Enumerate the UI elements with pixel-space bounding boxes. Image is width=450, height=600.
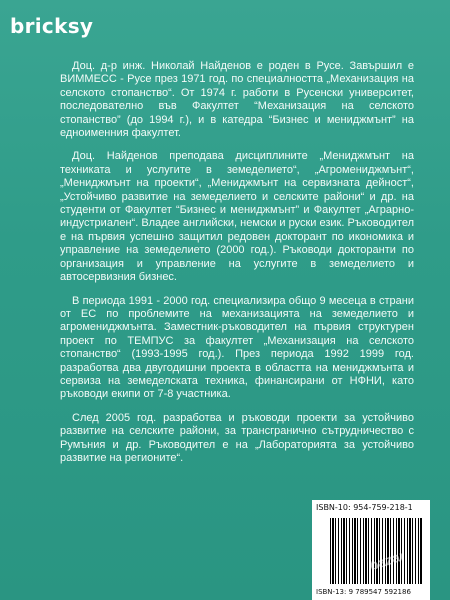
bio-paragraph-3: В периода 1991 - 2000 год. специализира общо 9 месеца в страни от ЕС по проблемите на механизацията на земеделието и агромениджмънта. Заместник-ръководител на първия структурен проект по ТЕМПУС за факултет „Механизация на селското стопанство“ (1993-1995 год.). През периода 1992 1999 год. разработва два двугодишни проекта в областта на мениджмънта и сервиза на земеделската техника, финансирани от НФНИ, като ръководи екипи от 7-8 участника. [60,294,414,401]
bricksy-logo[interactable]: bricksy [10,14,94,38]
bio-paragraph-4: След 2005 год. разработва и ръководи проекти за устойчиво развитие на селските райони, за трансгранично сътрудничество с Румъния и др. Ръководител е на „Лабораторията за устойчиво развитие на регионите“. [60,411,414,464]
bio-paragraph-1: Доц. д-р инж. Николай Найденов е роден в Русе. Завършил е ВИММЕСС - Русе през 1971 год. по специалността „Механизация на селското стопанство“. От 1974 г. работи в Русенски университет, последователно във Факултет “Механизация на селското стопанство” (до 1994 г.), и в катедра “Бизнес и мениджмънт” на едноименния факултет. [60,60,414,140]
isbn-10: ISBN-10: 954-759-218-1 [316,503,413,512]
isbn-13: ISBN-13: 9 789547 592186 [316,588,411,596]
author-bio [60,60,414,475]
bio-paragraph-2: Доц. Найденов преподава дисциплините „Мениджмънт на техниката и услугите в земеделието“, „Агромениджмънт“, „Мениджмънт на проекти“, „Мениджмънт на сервизната дейност“, „Устойчиво развитие на земеделието и селските райони“ и др. на студенти от Факултет “Бизнес и мениджмънт” и Факултет „Аграрно-индустриален“. Владее английски, немски и руски език. Ръководител е на първия успешно защитил редовен докторант по икономика и управление на земеделието (2000 год.). Ръководи докторанти по организация и управление на услугите в земеделието и автосервизния бизнес. [60,150,414,284]
bazar-watermark: bazar [367,546,408,574]
